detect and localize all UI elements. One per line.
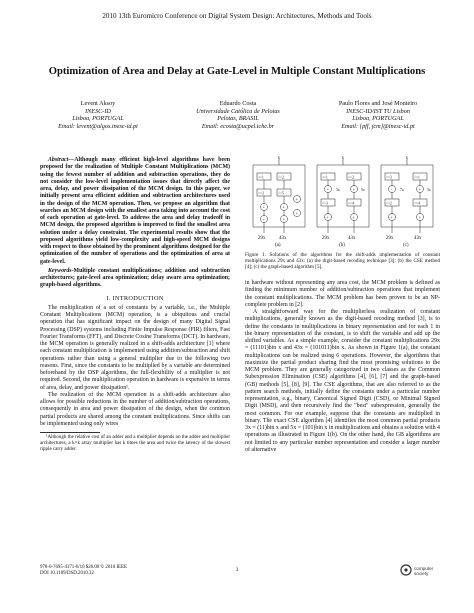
keywords-text: -Multiple constant multiplications; addition and subtraction architectures; gate-level area optimization; delay aware area optimization; graph-based algorithms. [40, 267, 230, 289]
node-label: 3x [336, 188, 340, 192]
figure-caption: Figure 1. Solutions of the algorithms for the shift-adds implementation of constant multiplications 29x and 43x: (a) the digit-based recoding technique [3]; (b) the CSE method [4]; (c) the graph-based algorithm [5]. [245, 252, 440, 271]
node-label: <<4 [348, 201, 354, 206]
node-label: + [262, 216, 265, 222]
node-label: <<1 [414, 175, 420, 180]
footnote: ¹Although the relative cost of an adder and a multiplier depends on the adder and multiplier architectures, a k×k array multiplier has k times the area and twice the latency of the slowest ripple carry adder. [40, 435, 230, 452]
ieee-cs-logo-icon [400, 562, 414, 578]
node-label: <<2 [278, 175, 284, 180]
node-label: <<3 [322, 201, 328, 206]
paragraph: The realization of the MCM operation in a shift-adds architecture also allows for possible reductions in the number of addition/subtraction operations, consequently in area and power dissipation of the design, when the common partial products are shared among the constant multiplications. Since shifts can be implemented using only wires [40, 391, 230, 427]
node-label: + [282, 204, 285, 210]
paragraph: A straightforward way for the multiplierless realization of constant multiplications, generally known as the digit-based recoding method [3], is to define the constants in multiplications in binary representation and for each 1 in the binary representation of the constant, is to shift the variable and add up the shifted variables. As a simple example, consider the constant multiplications 29x = (11101)bin x and 43x = (101011)bin x. As shown in Figure 1(a), the constant multiplications can be realized using 6 operations. However, the algorithms that maximize the partial product sharing find the most promising solutions to the MCM problem. They are generally categorized in two classes as the Common Subexpression Elimination (CSE) algorithms [4], [6], [7] and the graph-based (GB) methods [5], [8], [9]. The CSE algorithms, that are also referred to as the pattern search methods, initially define the constants under a particular number representation, e.g., binary, Canonical Signed Digit (CSD), or Minimal Signed Digit (MSD), and then recursively find the "best" subexpression, generally the most common. For our example, suppose that the constants are multiplied in binary. The exact CSE algorithm [4] identifies the most common partial products 3x = (11)bin x and 5x = (101)bin x in multiplications and obtains a solution with 4 operations as illustrated in Figure 1(b). On the other hand, the GB algorithms are not limited to any particular number representation and consider a larger number of alternative [245, 309, 440, 453]
computer-society-logo [400, 562, 442, 582]
node-label: - [390, 186, 392, 192]
left-column [40, 157, 230, 453]
node-label: + [418, 214, 421, 220]
node-label: + [262, 204, 265, 210]
node-label: + [352, 214, 355, 220]
node-label: <<5 [278, 191, 284, 196]
node-label: <<3 [258, 191, 264, 196]
node-label: <<3 [386, 175, 392, 180]
node-label: 3x [427, 188, 431, 192]
subfigure-label: (c) [403, 243, 409, 247]
author-1 [28, 100, 168, 130]
author-email: Email: {pff, jcm}@inesc-id.pt [341, 122, 415, 130]
author-3 [308, 100, 448, 130]
author-name: Paulo Flores and José Monteiro [338, 100, 418, 107]
author-affiliation: INESC-ID [85, 107, 111, 115]
keywords [40, 268, 230, 290]
author-affiliation: INESC-ID/IST TU Lisbon [346, 107, 410, 115]
author-affiliation: Universidade Católica de Pelotas [196, 107, 280, 115]
author-email: Email: levent@algos.inesc-id.pt [58, 122, 138, 130]
output-label: 29x [258, 236, 266, 241]
input-label-c: x [405, 156, 408, 161]
node-label: + [282, 216, 285, 222]
output-label: 43x [279, 236, 287, 241]
input-label-a: x [277, 156, 280, 161]
subfigure-label: (b) [339, 243, 345, 247]
input-label-b: x [341, 156, 344, 161]
node-label: + [326, 186, 329, 192]
author-address: Lisboa, PORTUGAL [352, 115, 404, 123]
node-label: + [352, 186, 355, 192]
author-email: Email: ecosta@ucpel.tche.br [201, 122, 275, 130]
logo-line: computer [414, 566, 434, 571]
author-name: Eduardo Costa [219, 100, 257, 107]
doi-line: DOI 10.1109/DSD.2010.32 [40, 571, 94, 576]
abstract-text: —Although many efficient high-level algorithms have been proposed for the realization of Multiple Constant Multiplications (MCM) using the fewest number of addition and subtraction operations, they do not consider the low-level implementation issues that directly affect the area, delay, and power dissipation of the MCM design. In this paper, we initially present area efficient addition and subtraction architectures used in the design of the MCM operation. Then, we propose an algorithm that searches an MCM design with the smallest area taking into account the cost of each operation at gate-level. To address the area and delay tradeoff in MCM design, the proposed algorithm is improved to find the smallest area solution under a delay constraint. The experimental results show that the proposed algorithms yield low-complexity and high-speed MCM designs with respect to those obtained by the prominent algorithms designed for the optimization of the number of operations and the optimization of area at gate-level. [40, 157, 230, 265]
logo-line: society [414, 571, 429, 576]
isbn-line: 978-0-7695-4171-6/10 $26.00 © 2010 IEEE [40, 565, 127, 570]
adder-node [389, 186, 396, 193]
figure-1-diagram [247, 155, 439, 247]
paragraph: The multiplication of a set of constants by a variable, i.e., the Multiple Constant Multiplications (MCM) operation, is a ubiquitous and crucial operation that has significant impact on the design of many Digital Signal Processing (DSP) systems including Finite Impulse Response (FIR) filters, Fast Fourier Transforms (FFT), and Discrete Cosine Transforms (DCT). In hardware, the MCM operation is generally realized in a shift-adds architecture [1] where each constant multiplication is implemented using addition/subtraction and shift operations rather than using a general multiplier due to the following two reasons. First, since the constants to be multiplied by a variable are determined beforehand by the DSP algorithms, the full-flexibility of a multiplier is not required. Second, the multiplication operation in hardware is expensive in terms of area, delay, and power dissipation¹. [40, 304, 230, 391]
paper-title: Optimization of Area and Delay at Gate-Level in Multiple Constant Multiplications [48, 66, 426, 77]
page-number: 3 [235, 567, 239, 573]
node-label: + [326, 214, 329, 220]
node-label: + [295, 196, 298, 202]
section-heading: I. INTRODUCTION [106, 294, 164, 302]
author-name: Levent Aksoy [80, 100, 116, 107]
node-label: 7x [400, 188, 404, 192]
node-label: <<2 [386, 201, 392, 206]
node-label: <<1 [258, 175, 264, 180]
footnote-rule [40, 432, 100, 433]
author-address: Lisboa, PORTUGAL [72, 115, 124, 123]
output-label: 43x [348, 236, 356, 241]
node-label: <<2 [348, 175, 354, 180]
node-label: + [418, 186, 421, 192]
abstract [40, 157, 230, 266]
node-label: <<1 [322, 175, 328, 180]
keywords-lead: Keywords [48, 267, 72, 274]
author-address: Pelotas, BRASIL [217, 115, 259, 123]
node-label: <<4 [414, 201, 420, 206]
subfigure-label: (a) [275, 243, 281, 247]
conference-header: 2010 13th Euromicro Conference on Digital System Design: Architectures, Methods and Tools [102, 12, 372, 20]
abstract-lead: Abstract [48, 157, 69, 163]
node-label: 5x [361, 188, 365, 192]
output-label: 29x [386, 236, 394, 241]
output-label: 29x [322, 236, 330, 241]
author-2 [168, 100, 308, 130]
logo-text [414, 566, 433, 576]
output-label: 43x [414, 236, 422, 241]
node-label: + [390, 214, 393, 220]
node-label: + [295, 210, 298, 216]
author-block [28, 100, 448, 130]
paragraph: in hardware without representing any area cost, the MCM problem is defined as finding the minimum number of addition/subtraction operations that implement the constant multiplications. The MCM problem has been proven to be an NP-complete problem in [2]. [245, 280, 440, 308]
right-column [245, 280, 440, 454]
